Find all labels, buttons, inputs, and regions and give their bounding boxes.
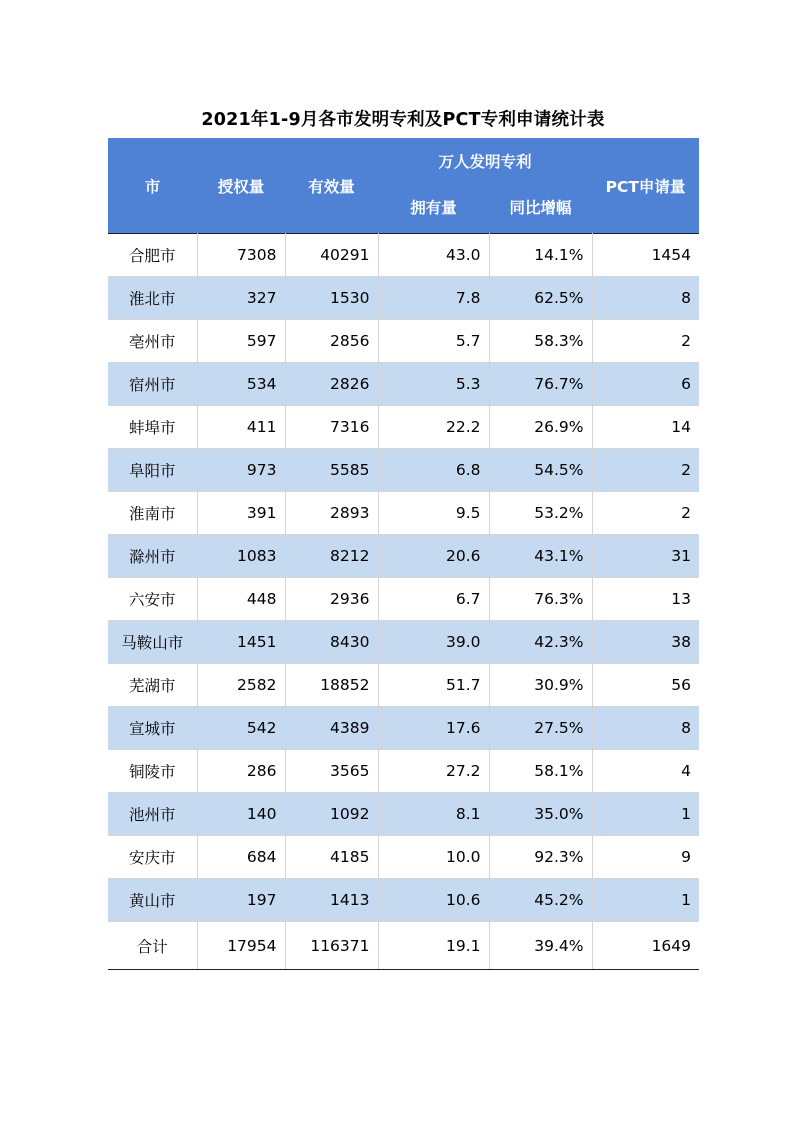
granted-cell: 2582 [197,664,285,707]
holding-cell: 6.7 [378,578,489,621]
pct-cell: 9 [592,836,699,879]
total-valid: 116371 [285,922,378,970]
valid-cell: 8212 [285,535,378,578]
total-row [108,922,699,970]
pct-cell: 31 [592,535,699,578]
city-cell: 铜陵市 [108,750,197,793]
growth-cell: 53.2% [489,492,592,535]
growth-cell: 54.5% [489,449,592,492]
table-row [108,664,699,707]
table-row [108,879,699,922]
table-header [108,138,699,234]
total-granted: 17954 [197,922,285,970]
table-row [108,750,699,793]
patent-statistics-table [108,138,699,970]
growth-cell: 76.3% [489,578,592,621]
growth-cell: 76.7% [489,363,592,406]
table-row [108,793,699,836]
holding-cell: 6.8 [378,449,489,492]
holding-cell: 8.1 [378,793,489,836]
valid-cell: 40291 [285,234,378,277]
valid-cell: 4185 [285,836,378,879]
granted-cell: 448 [197,578,285,621]
table-row [108,234,699,277]
pct-cell: 56 [592,664,699,707]
holding-cell: 5.7 [378,320,489,363]
granted-cell: 411 [197,406,285,449]
growth-cell: 43.1% [489,535,592,578]
table-row [108,449,699,492]
pct-cell: 1 [592,793,699,836]
pct-cell: 14 [592,406,699,449]
holding-cell: 7.8 [378,277,489,320]
growth-cell: 35.0% [489,793,592,836]
table-row [108,836,699,879]
holding-cell: 5.3 [378,363,489,406]
holding-cell: 27.2 [378,750,489,793]
pct-cell: 13 [592,578,699,621]
city-cell: 宿州市 [108,363,197,406]
holding-cell: 10.6 [378,879,489,922]
total-label: 合计 [108,922,197,970]
table-row [108,578,699,621]
valid-cell: 2826 [285,363,378,406]
pct-cell: 2 [592,449,699,492]
holding-cell: 10.0 [378,836,489,879]
city-cell: 六安市 [108,578,197,621]
table-row [108,277,699,320]
granted-cell: 286 [197,750,285,793]
table-row [108,535,699,578]
table-body [108,234,699,922]
total-holding: 19.1 [378,922,489,970]
growth-cell: 26.9% [489,406,592,449]
granted-cell: 1451 [197,621,285,664]
pct-cell: 38 [592,621,699,664]
valid-cell: 1092 [285,793,378,836]
city-cell: 池州市 [108,793,197,836]
city-cell: 淮北市 [108,277,197,320]
holding-cell: 39.0 [378,621,489,664]
city-cell: 合肥市 [108,234,197,277]
table-row [108,320,699,363]
growth-cell: 30.9% [489,664,592,707]
granted-cell: 197 [197,879,285,922]
total-pct: 1649 [592,922,699,970]
table-row [108,492,699,535]
pct-cell: 1454 [592,234,699,277]
valid-cell: 1530 [285,277,378,320]
growth-cell: 14.1% [489,234,592,277]
granted-cell: 597 [197,320,285,363]
header-holding: 拥有量 [378,184,489,234]
holding-cell: 51.7 [378,664,489,707]
city-cell: 芜湖市 [108,664,197,707]
city-cell: 蚌埠市 [108,406,197,449]
pct-cell: 8 [592,277,699,320]
valid-cell: 8430 [285,621,378,664]
granted-cell: 973 [197,449,285,492]
header-pct: PCT申请量 [592,138,699,234]
valid-cell: 7316 [285,406,378,449]
header-per-10k-group: 万人发明专利 [378,138,592,184]
granted-cell: 684 [197,836,285,879]
holding-cell: 17.6 [378,707,489,750]
growth-cell: 45.2% [489,879,592,922]
page-title: 2021年1-9月各市发明专利及PCT专利申请统计表 [201,110,605,130]
valid-cell: 4389 [285,707,378,750]
granted-cell: 1083 [197,535,285,578]
granted-cell: 140 [197,793,285,836]
header-city: 市 [108,138,197,234]
table-row [108,406,699,449]
table-row [108,707,699,750]
growth-cell: 58.3% [489,320,592,363]
granted-cell: 391 [197,492,285,535]
valid-cell: 2936 [285,578,378,621]
pct-cell: 1 [592,879,699,922]
header-granted: 授权量 [197,138,285,234]
granted-cell: 534 [197,363,285,406]
city-cell: 黄山市 [108,879,197,922]
growth-cell: 92.3% [489,836,592,879]
growth-cell: 58.1% [489,750,592,793]
holding-cell: 43.0 [378,234,489,277]
granted-cell: 327 [197,277,285,320]
holding-cell: 9.5 [378,492,489,535]
header-yoy-growth: 同比增幅 [489,184,592,234]
pct-cell: 4 [592,750,699,793]
city-cell: 马鞍山市 [108,621,197,664]
city-cell: 安庆市 [108,836,197,879]
city-cell: 淮南市 [108,492,197,535]
growth-cell: 42.3% [489,621,592,664]
header-valid: 有效量 [285,138,378,234]
city-cell: 宣城市 [108,707,197,750]
city-cell: 亳州市 [108,320,197,363]
granted-cell: 542 [197,707,285,750]
holding-cell: 22.2 [378,406,489,449]
table-row [108,621,699,664]
pct-cell: 6 [592,363,699,406]
granted-cell: 7308 [197,234,285,277]
city-cell: 滁州市 [108,535,197,578]
valid-cell: 3565 [285,750,378,793]
total-growth: 39.4% [489,922,592,970]
valid-cell: 1413 [285,879,378,922]
table-row [108,363,699,406]
valid-cell: 18852 [285,664,378,707]
city-cell: 阜阳市 [108,449,197,492]
holding-cell: 20.6 [378,535,489,578]
pct-cell: 2 [592,320,699,363]
valid-cell: 2893 [285,492,378,535]
valid-cell: 5585 [285,449,378,492]
pct-cell: 2 [592,492,699,535]
pct-cell: 8 [592,707,699,750]
growth-cell: 62.5% [489,277,592,320]
valid-cell: 2856 [285,320,378,363]
growth-cell: 27.5% [489,707,592,750]
table-footer-total [108,922,699,970]
